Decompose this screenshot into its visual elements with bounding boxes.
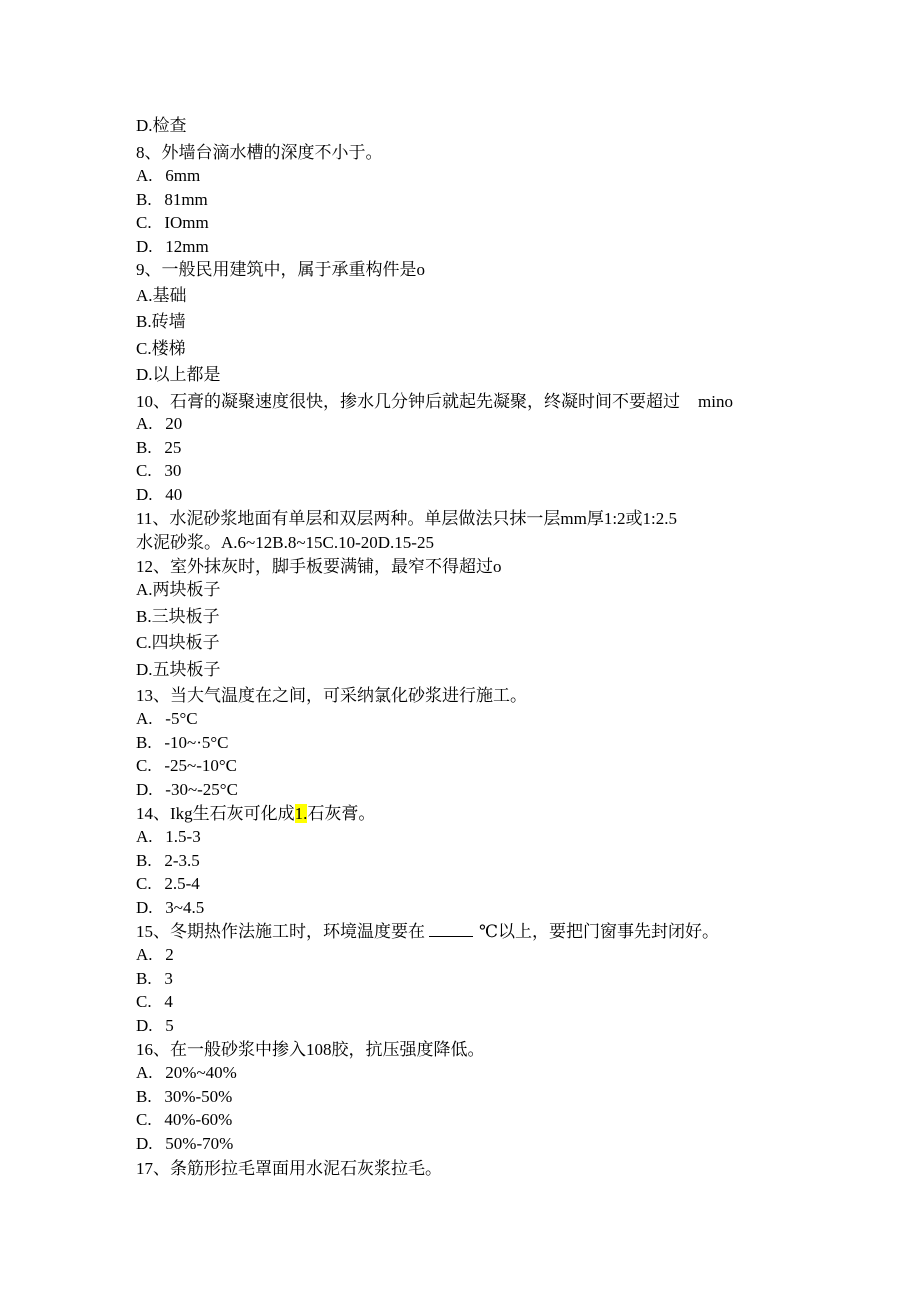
option-b: B.三块板子 <box>136 607 220 626</box>
option-d: D.以上都是 <box>136 365 221 384</box>
option-d: D. 50%-70% <box>136 1134 234 1153</box>
option-c: C. IOmm <box>136 213 209 232</box>
question-10-text: 10、石膏的凝聚速度很快，掺水几分钟后就起先凝聚，终凝时间不要超过 <box>136 392 680 411</box>
option-a: A.两块板子 <box>136 580 221 599</box>
question-14-tail: 石灰膏。 <box>307 804 376 823</box>
option-a: A.基础 <box>136 286 187 305</box>
option-b: B. 3 <box>136 969 173 988</box>
option-a: A. 6mm <box>136 166 201 185</box>
question-10 <box>136 392 733 412</box>
option-b: B. 25 <box>136 438 182 457</box>
question-8: 8、外墙台滴水槽的深度不小于。 <box>136 143 383 162</box>
option-a: A. 1.5-3 <box>136 827 201 846</box>
option-b: B. 2-3.5 <box>136 851 200 870</box>
option-c: C.楼梯 <box>136 339 186 358</box>
question-17: 17、条筋形拉毛罩面用水泥石灰浆拉毛。 <box>136 1159 442 1178</box>
highlighted-text: 1. <box>294 804 308 823</box>
question-16: 16、在一般砂浆中掺入108胶，抗压强度降低。 <box>136 1040 485 1059</box>
fill-blank <box>429 922 473 937</box>
option-c: C. 40%-60% <box>136 1110 233 1129</box>
question-12: 12、室外抹灰时，脚手板要满铺，最窄不得超过o <box>136 557 502 576</box>
option-d: D. 40 <box>136 485 183 504</box>
question-15-tail: ℃以上，要把门窗事先封闭好。 <box>479 922 720 941</box>
option-a: A. 2 <box>136 945 174 964</box>
question-15 <box>136 922 719 942</box>
option-d: D. 5 <box>136 1016 174 1035</box>
option-a: A. 20 <box>136 414 183 433</box>
option-b: B. -10~·5°C <box>136 733 229 752</box>
option-c: C.四块板子 <box>136 633 220 652</box>
question-13: 13、当大气温度在之间，可采纳氯化砂浆进行施工。 <box>136 686 527 705</box>
line-d-check: D.检查 <box>136 116 187 135</box>
question-11-options: 水泥砂浆。A.6~12B.8~15C.10-20D.15-25 <box>136 533 434 552</box>
option-c: C. 2.5-4 <box>136 874 200 893</box>
option-d: D. -30~-25°C <box>136 780 238 799</box>
option-b: B. 30%-50% <box>136 1087 233 1106</box>
option-b: B. 81mm <box>136 190 208 209</box>
option-d: D. 12mm <box>136 237 209 256</box>
option-a: A. -5°C <box>136 709 198 728</box>
option-a: A. 20%~40% <box>136 1063 237 1082</box>
question-15-text: 15、冬期热作法施工时，环境温度要在 <box>136 922 425 941</box>
question-14-text: 14、Ikg生石灰可化成 <box>136 804 295 823</box>
option-c: C. 4 <box>136 992 173 1011</box>
question-14 <box>136 804 375 824</box>
question-10-unit: mino <box>698 392 733 411</box>
question-11: 11、水泥砂浆地面有单层和双层两种。单层做法只抹一层mm厚1:2或1:2.5 <box>136 509 678 528</box>
option-c: C. 30 <box>136 461 182 480</box>
question-9: 9、一般民用建筑中，属于承重构件是o <box>136 260 425 279</box>
option-b: B.砖墙 <box>136 312 186 331</box>
option-d: D.五块板子 <box>136 660 221 679</box>
option-c: C. -25~-10°C <box>136 756 237 775</box>
option-d: D. 3~4.5 <box>136 898 205 917</box>
